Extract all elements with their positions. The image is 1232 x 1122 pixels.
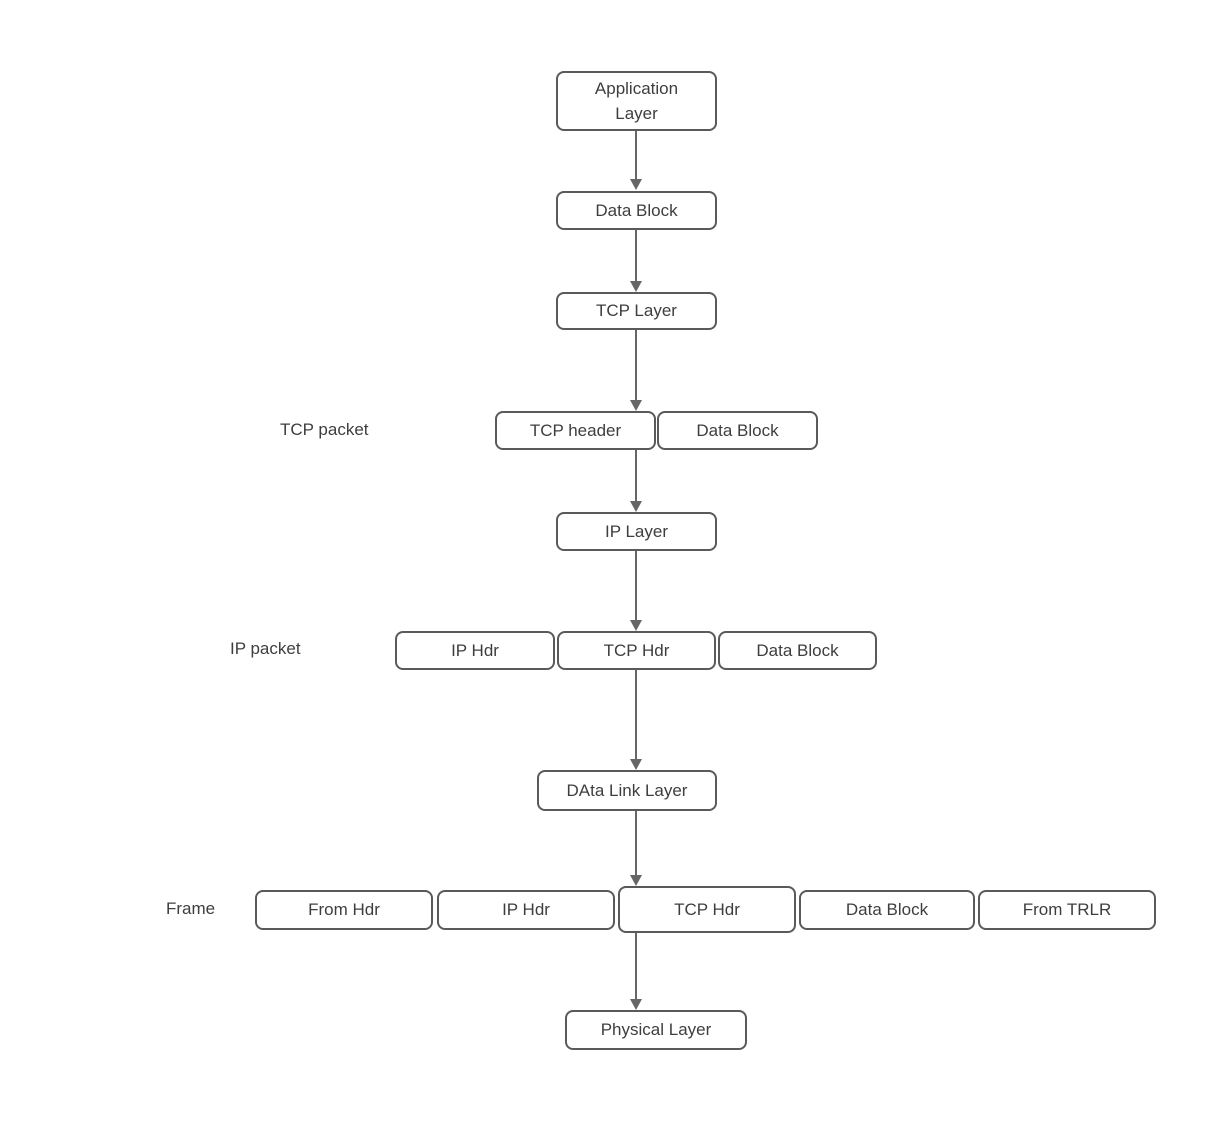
node-tcp-hdr-ip-packet xyxy=(557,631,716,670)
arrow-tcppacket-to-iplayer xyxy=(630,450,642,512)
arrow-head-icon xyxy=(630,999,642,1010)
node-physical-layer xyxy=(565,1010,747,1050)
node-ip-hdr-frame-label: IP Hdr xyxy=(502,900,550,920)
node-data-block-application-label: Data Block xyxy=(595,200,678,220)
arrow-head-icon xyxy=(630,281,642,292)
node-tcp-layer-label: TCP Layer xyxy=(596,301,677,321)
node-tcp-header xyxy=(495,411,656,450)
node-application-layer-label: Application Layer xyxy=(594,78,679,123)
node-tcp-hdr-frame-label: TCP Hdr xyxy=(674,899,740,919)
node-ip-layer-label: IP Layer xyxy=(604,521,668,541)
arrow-datalink-to-frame xyxy=(630,811,642,886)
arrow-tcplayer-to-tcppacket xyxy=(630,330,642,411)
arrow-iplayer-to-ippacket xyxy=(630,551,642,631)
arrow-head-icon xyxy=(630,875,642,886)
node-tcp-hdr-ip-packet-label: TCP Hdr xyxy=(603,640,670,660)
node-ip-hdr-ip-packet-label: IP Hdr xyxy=(451,640,499,660)
node-application-layer xyxy=(556,71,717,131)
arrow-ippacket-to-datalink xyxy=(630,670,642,770)
arrow-line xyxy=(635,131,637,181)
arrow-head-icon xyxy=(630,179,642,190)
node-data-block-application xyxy=(556,191,717,230)
arrow-line xyxy=(635,551,637,622)
node-data-link-layer-label: DAta Link Layer xyxy=(566,780,688,800)
node-from-hdr-frame-label: From Hdr xyxy=(308,900,380,920)
node-from-hdr-frame xyxy=(255,890,433,930)
node-data-block-ip-packet-label: Data Block xyxy=(756,640,839,660)
arrow-line xyxy=(635,670,637,761)
node-tcp-layer xyxy=(556,292,717,330)
row-label-frame: Frame xyxy=(166,899,216,918)
node-ip-layer xyxy=(556,512,717,551)
node-tcp-header-label: TCP header xyxy=(529,420,622,440)
node-data-block-frame-label: Data Block xyxy=(845,900,929,920)
node-physical-layer-label: Physical Layer xyxy=(600,1020,712,1040)
row-label-tcp-packet: TCP packet xyxy=(280,420,369,439)
node-data-block-tcp-packet-label: Data Block xyxy=(696,420,779,440)
arrow-head-icon xyxy=(630,620,642,631)
arrow-frame-to-physical xyxy=(630,933,642,1010)
node-from-trlr-frame xyxy=(978,890,1156,930)
arrow-datablock-to-tcplayer xyxy=(630,230,642,292)
arrow-head-icon xyxy=(630,759,642,770)
arrow-line xyxy=(635,330,637,402)
arrow-line xyxy=(635,811,637,877)
node-ip-hdr-ip-packet xyxy=(395,631,555,670)
node-data-link-layer xyxy=(537,770,717,811)
arrow-head-icon xyxy=(630,501,642,512)
node-data-block-tcp-packet xyxy=(657,411,818,450)
row-label-ip-packet: IP packet xyxy=(230,639,301,658)
arrow-line xyxy=(635,450,637,503)
node-data-block-frame xyxy=(799,890,975,930)
arrow-application-to-datablock xyxy=(630,131,642,190)
node-data-block-ip-packet xyxy=(718,631,877,670)
arrow-line xyxy=(635,230,637,283)
arrow-line xyxy=(635,933,637,1001)
node-ip-hdr-frame xyxy=(437,890,615,930)
node-from-trlr-frame-label: From TRLR xyxy=(1022,900,1112,920)
arrow-head-icon xyxy=(630,400,642,411)
node-tcp-hdr-frame xyxy=(618,886,796,933)
